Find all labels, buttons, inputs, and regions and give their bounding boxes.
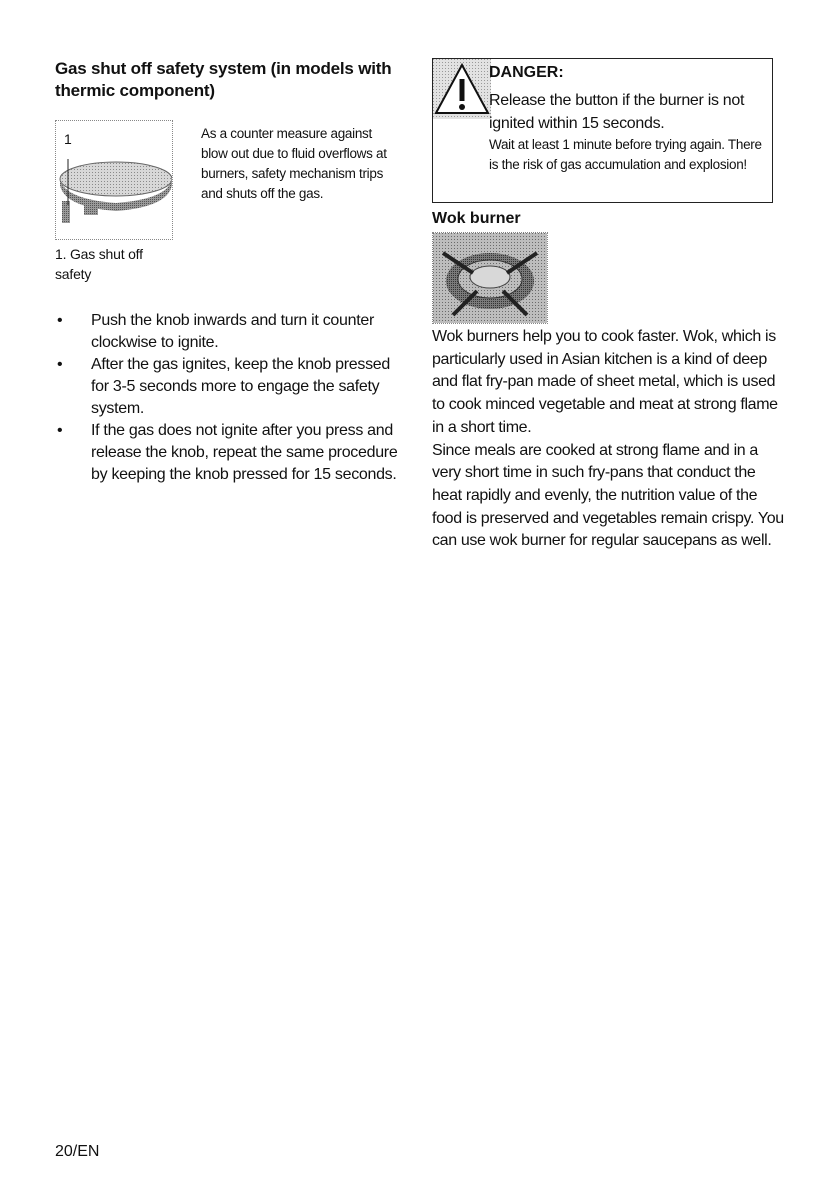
burner-figure-row (55, 120, 405, 240)
danger-box (432, 58, 773, 203)
page-number: 20/EN (55, 1143, 100, 1160)
left-column (55, 58, 405, 486)
wok-burner-heading: Wok burner (432, 210, 521, 227)
wok-paragraph: Since meals are cooked at strong flame and in a very short time in such fry-pans that conduct the heat rapidly and evenly, the nutrition value of the food is preserved and vegetables remain crispy. You can use wok burner for regular saucepans as well. (432, 441, 784, 550)
figure-callout-number: 1 (64, 131, 72, 147)
danger-title: DANGER: (489, 64, 564, 81)
wok-burner-image (432, 232, 548, 324)
ignition-steps-list (55, 310, 405, 486)
danger-main-text: Release the button if the burner is not ignited within 15 seconds. (489, 92, 745, 132)
list-item: • Push the knob inwards and turn it counter clockwise to ignite. (55, 310, 405, 354)
wok-burner-illustration (433, 233, 547, 323)
figure-caption: 1. Gas shut off safety (55, 246, 143, 282)
warning-triangle-icon (433, 59, 491, 119)
list-item: • After the gas ignites, keep the knob pressed for 3-5 seconds more to engage the safety system. (55, 354, 405, 420)
list-item: • If the gas does not ignite after you press and release the knob, repeat the same procedure by keeping the knob pressed for 15 seconds. (55, 420, 405, 486)
wok-paragraph: Wok burners help you to cook faster. Wok, which is particularly used in Asian kitchen is a kind of deep and flat fry-pan made of sheet metal, which is used to cook minced vegetable and meat at strong flame in a short time. (432, 328, 778, 436)
right-column (432, 58, 787, 553)
danger-sub-text: Wait at least 1 minute before trying again. There is the risk of gas accumulation and explosion! (489, 137, 762, 172)
burner-figure (55, 120, 173, 240)
figure-side-caption: As a counter measure against blow out due to fluid overflows at burners, safety mechanism trips and shuts off the gas. (201, 126, 387, 201)
burner-illustration (56, 121, 172, 239)
gas-safety-heading: Gas shut off safety system (in models with thermic component) (55, 59, 392, 100)
